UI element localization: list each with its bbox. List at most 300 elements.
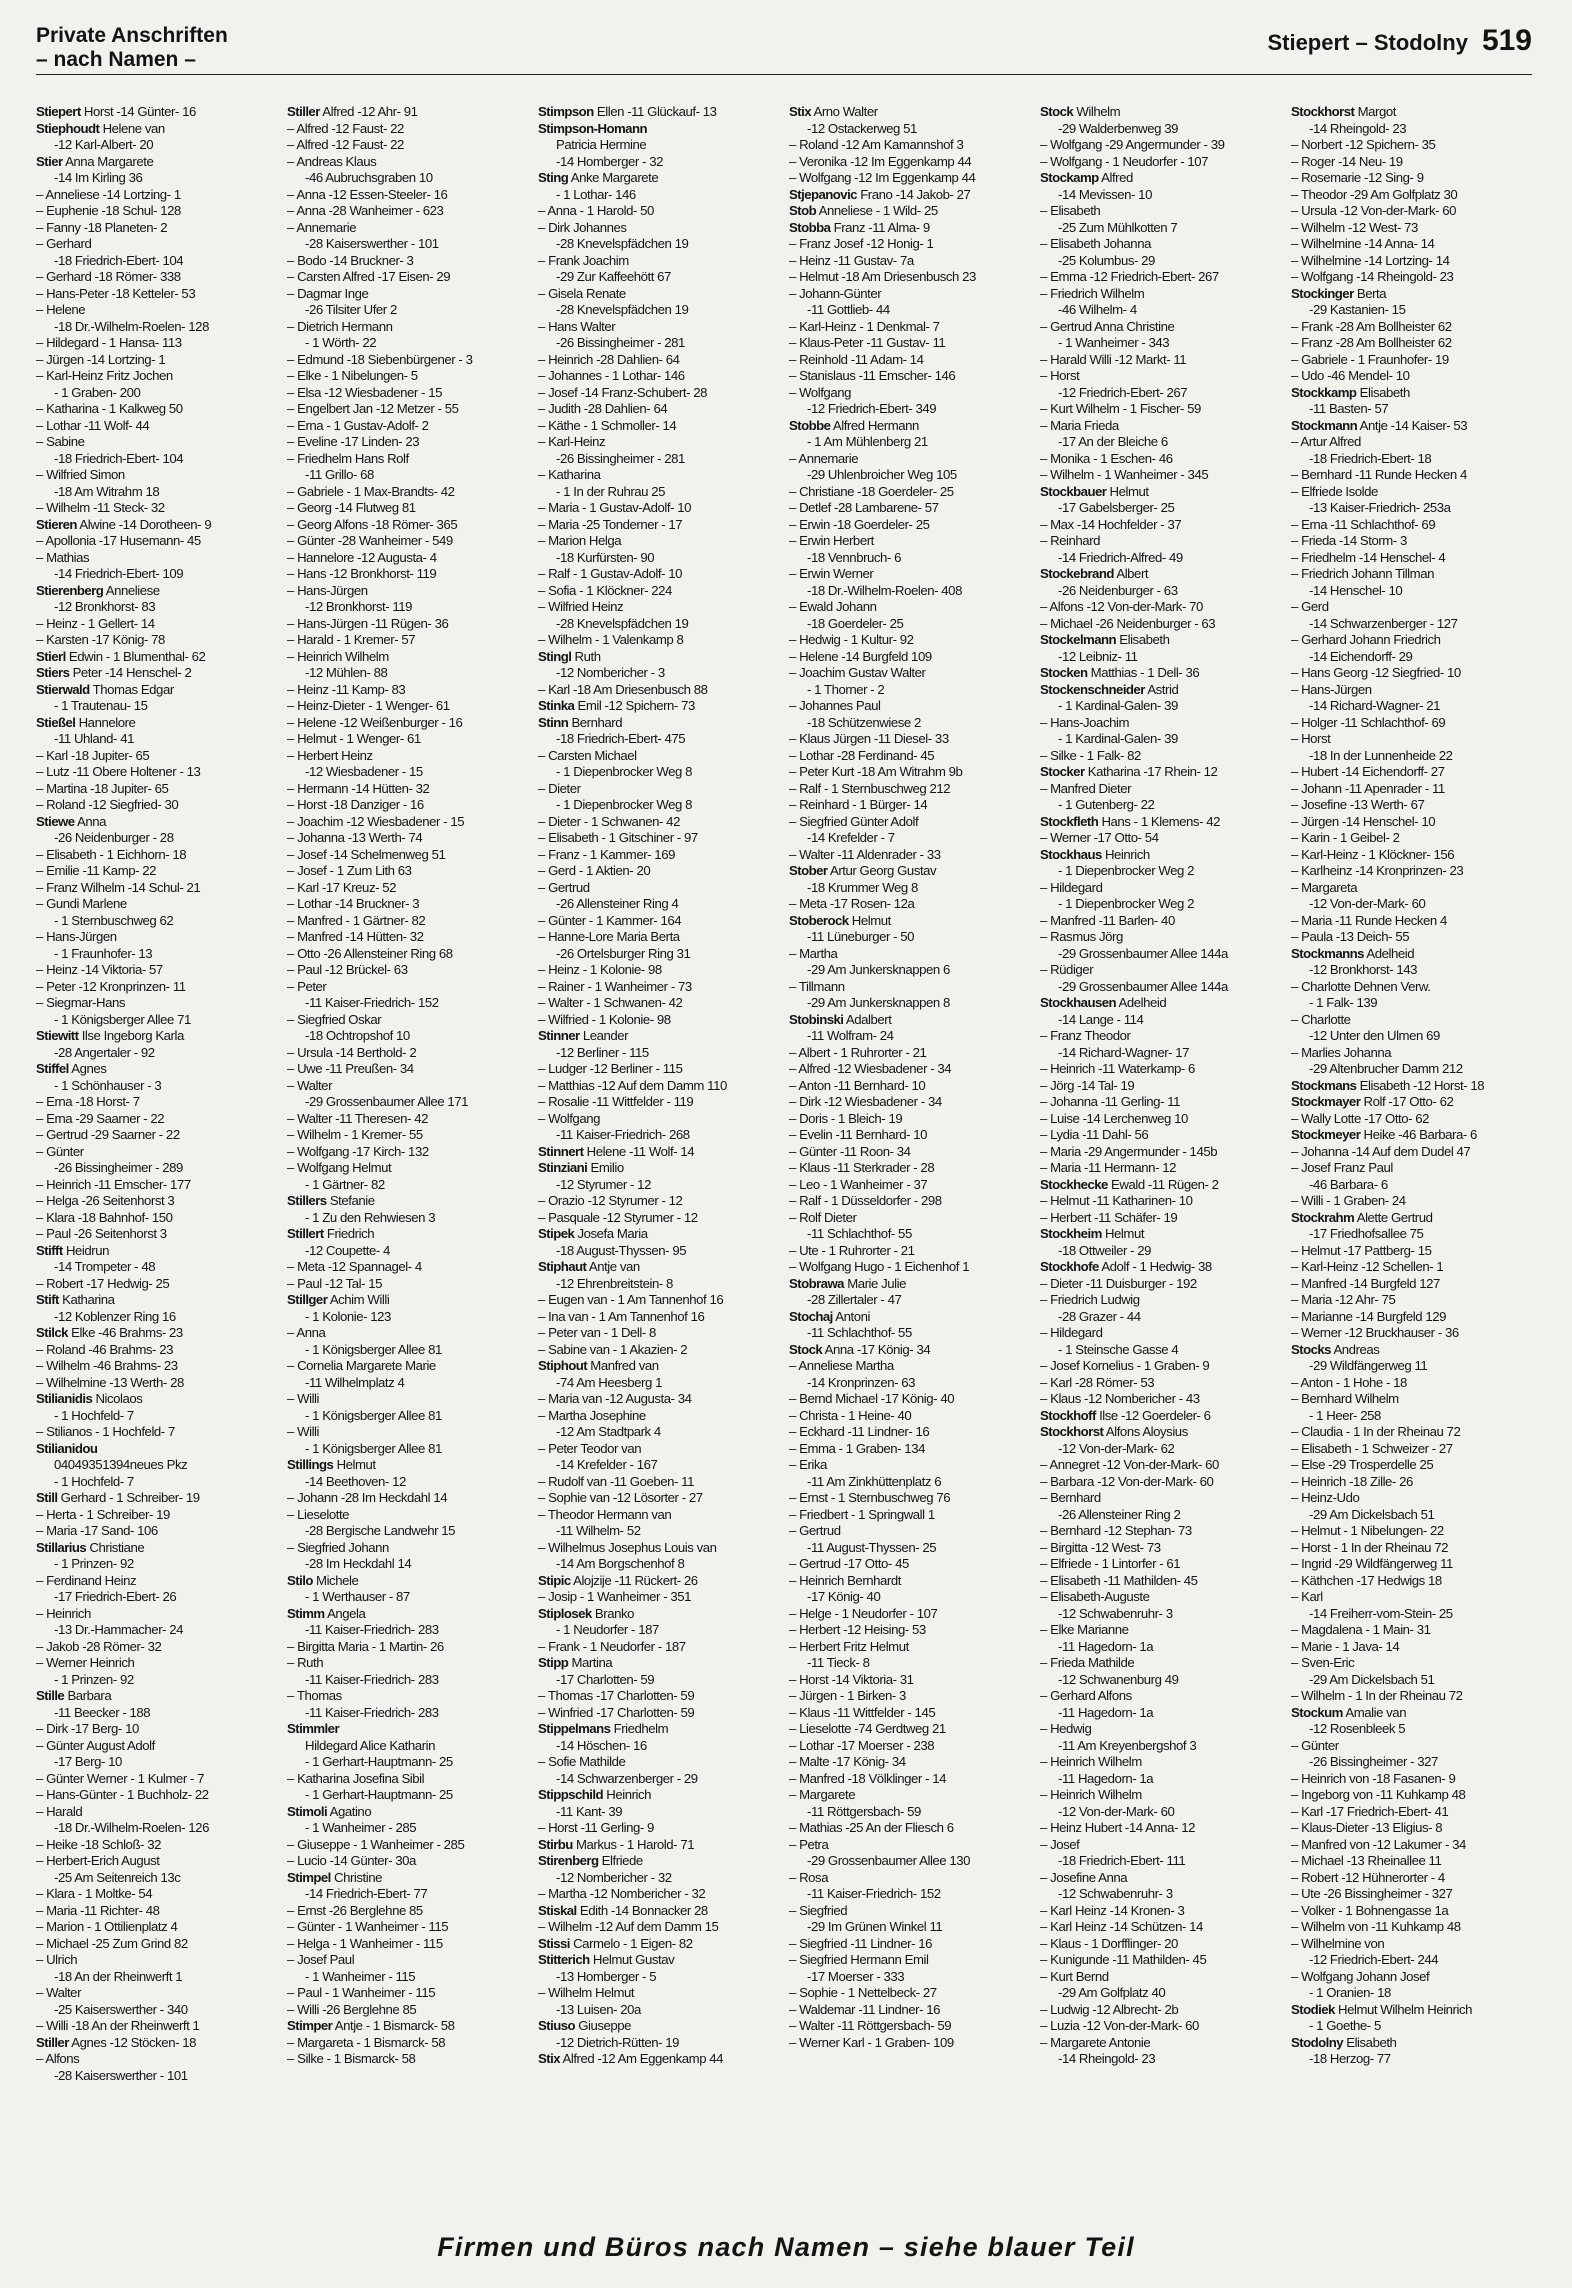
- directory-entry: [789, 781, 1033, 798]
- entry-text: – Paula -13 Deich- 55: [1291, 929, 1410, 944]
- directory-entry: [287, 946, 531, 963]
- directory-entry: [789, 1358, 1033, 1375]
- directory-entry: [789, 1589, 1033, 1606]
- directory-entry: [789, 616, 1033, 633]
- directory-entry: [1040, 1820, 1284, 1837]
- directory-entry: [538, 1309, 782, 1326]
- entry-text: – Christiane -18 Goerdeler- 25: [789, 483, 954, 499]
- directory-entry: [789, 1391, 1033, 1408]
- entry-text: -18 Dr.-Wilhelm-Roelen- 128: [54, 318, 209, 334]
- directory-entry: [36, 1886, 280, 1903]
- surname: Stober: [789, 863, 828, 878]
- directory-entry: [789, 715, 1033, 732]
- directory-entry: [789, 550, 1033, 567]
- directory-entry: [1040, 302, 1284, 319]
- directory-entry: [1040, 715, 1284, 732]
- directory-entry: [287, 137, 531, 154]
- surname-entry: [1040, 814, 1284, 831]
- surname: Stinziani: [538, 1160, 588, 1175]
- entry-text: -11 Schlachthof- 55: [807, 1226, 912, 1241]
- entry-text: – Klara -18 Bahnhof- 150: [36, 1209, 173, 1225]
- entry-text: – Klaus -11 Sterkrader - 28: [789, 1160, 935, 1175]
- directory-entry: [789, 1705, 1033, 1722]
- surname: Stix: [789, 104, 811, 119]
- surname-entry: [287, 1870, 531, 1887]
- directory-entry: [287, 1259, 531, 1276]
- entry-text: – Frank - 1 Neudorfer - 187: [538, 1638, 686, 1654]
- entry-text: – Wilhelmine -14 Anna- 14: [1291, 236, 1435, 251]
- entry-text: -12 Am Stadtpark 4: [556, 1424, 661, 1439]
- entry-text: – Fanny -18 Planeten- 2: [36, 219, 168, 235]
- entry-text: - 1 Neudorfer - 187: [556, 1622, 659, 1637]
- directory-entry: [538, 599, 782, 616]
- entry-text: – Martha -12 Nombericher - 32: [538, 1886, 706, 1901]
- entry-text: – Klaus-Peter -11 Gustav- 11: [789, 335, 946, 350]
- entry-text: – Walter: [287, 1077, 333, 1093]
- entry-text: – Anna - 1 Harold- 50: [538, 203, 654, 218]
- entry-text: – Elisabeth-Auguste: [1040, 1589, 1150, 1604]
- directory-entry: [287, 880, 531, 897]
- entry-text: – Maria -25 Tonderner - 17: [538, 516, 683, 532]
- directory-entry: [789, 1969, 1033, 1986]
- entry-text: -26 Allensteiner Ring 4: [556, 896, 679, 911]
- entry-text: Michele: [316, 1572, 359, 1588]
- entry-text: -18 An der Rheinwerft 1: [54, 1968, 183, 1984]
- entry-text: – Johann -11 Apenrader - 11: [1291, 780, 1445, 796]
- surname: Stiffel: [36, 1061, 69, 1076]
- directory-entry: [1040, 1012, 1284, 1029]
- entry-text: Hildegard Alice Katharin: [305, 1737, 435, 1753]
- directory-entry: [287, 1094, 531, 1111]
- directory-entry: [36, 1754, 280, 1771]
- directory-entry: [538, 1771, 782, 1788]
- entry-text: – Katharina: [538, 467, 601, 482]
- directory-entry: [1040, 220, 1284, 237]
- directory-entry: [1040, 1672, 1284, 1689]
- entry-text: Elisabeth: [1346, 2034, 1397, 2050]
- entry-text: Stefanie: [329, 1193, 375, 1208]
- entry-text: – Günter: [1291, 1737, 1339, 1753]
- directory-entry: [36, 170, 280, 187]
- surname-entry: [789, 1276, 1033, 1293]
- directory-entry: [287, 1672, 531, 1689]
- surname-entry: [1040, 566, 1284, 583]
- entry-text: – Maria - 1 Gustav-Adolf- 10: [538, 500, 692, 515]
- directory-entry: [538, 1210, 782, 1227]
- entry-text: - 1 Hochfeld- 7: [54, 1473, 134, 1489]
- entry-text: – Horst -18 Danziger - 16: [287, 797, 424, 812]
- surname: Stock: [789, 1341, 823, 1357]
- directory-entry: [36, 368, 280, 385]
- surname: Stilianidou: [36, 1440, 98, 1456]
- directory-entry: [1291, 533, 1535, 550]
- entry-text: – Horst -14 Viktoria- 31: [789, 1671, 914, 1687]
- entry-text: -17 Friedrich-Ebert- 26: [54, 1589, 177, 1604]
- entry-text: -29 Am Junkersknappen 6: [807, 962, 950, 977]
- surname-entry: [538, 1028, 782, 1045]
- directory-entry: [1291, 1457, 1535, 1474]
- entry-text: Alfons Aloysius: [1105, 1424, 1188, 1439]
- entry-text: - 1 Kardinal-Galen- 39: [1058, 698, 1178, 713]
- entry-text: – Heinrich Wilhelm: [287, 648, 389, 664]
- directory-entry: [789, 2002, 1033, 2019]
- entry-text: -12 Koblenzer Ring 16: [54, 1308, 176, 1324]
- directory-entry: [1291, 434, 1535, 451]
- directory-entry: [1291, 913, 1535, 930]
- directory-entry: [1040, 154, 1284, 171]
- entry-text: – Helmut -11 Katharinen- 10: [1040, 1193, 1193, 1208]
- directory-entry: [1291, 1408, 1535, 1425]
- entry-text: -14 Schwarzenberger - 127: [1309, 615, 1458, 631]
- entry-text: Anke Margarete: [570, 170, 659, 185]
- entry-text: – Peter Teodor van: [538, 1440, 642, 1456]
- directory-entry: [1291, 1111, 1535, 1128]
- entry-text: -29 Am Golfplatz 40: [1058, 1985, 1166, 2000]
- surname-entry: [1040, 170, 1284, 187]
- entry-text: – Dietrich Hermann: [287, 318, 393, 334]
- directory-entry: [789, 649, 1033, 666]
- directory-entry: [538, 418, 782, 435]
- surname-entry: [287, 1226, 531, 1243]
- entry-text: -26 Neidenburger - 63: [1058, 582, 1178, 598]
- entry-text: – Helmut - 1 Wenger- 61: [287, 731, 421, 746]
- entry-text: Achim Willi: [329, 1292, 390, 1307]
- entry-text: - 1 Wanheimer - 115: [305, 1968, 416, 1984]
- entry-text: – Gundi Marlene: [36, 896, 127, 911]
- entry-text: – Margareta: [1291, 879, 1358, 895]
- directory-entry: [1291, 1540, 1535, 1557]
- surname: Stockebrand: [1040, 566, 1114, 581]
- entry-text: -13 Homberger - 5: [556, 1968, 657, 1984]
- directory-entry: [1040, 1045, 1284, 1062]
- entry-text: – Karl -18 Jupiter- 65: [36, 747, 150, 763]
- directory-entry: [1291, 1045, 1535, 1062]
- entry-text: – Karl-Heinz - 1 Klöckner- 156: [1291, 846, 1455, 862]
- directory-entry: [789, 1639, 1033, 1656]
- entry-text: Alette Gertrud: [1356, 1209, 1433, 1225]
- directory-entry: [36, 1408, 280, 1425]
- directory-entry: [287, 1754, 531, 1771]
- entry-text: – Apollonia -17 Husemann- 45: [36, 533, 201, 548]
- directory-entry: [538, 550, 782, 567]
- entry-text: – Harald - 1 Kremer- 57: [287, 632, 416, 647]
- directory-entry: [287, 1738, 531, 1755]
- directory-entry: [287, 995, 531, 1012]
- entry-text: – Eveline -17 Linden- 23: [287, 434, 420, 449]
- entry-text: – Wilhelm - 1 In der Rheinau 72: [1291, 1688, 1463, 1703]
- entry-text: – Siegfried Hermann Emil: [789, 1952, 929, 1967]
- entry-text: – Luise -14 Lerchenweg 10: [1040, 1110, 1188, 1126]
- entry-text: -29 Zur Kaffeehött 67: [556, 269, 671, 284]
- directory-entry: [1291, 1276, 1535, 1293]
- entry-text: – Helge - 1 Neudorfer - 107: [789, 1605, 938, 1621]
- surname: Stipp: [538, 1655, 569, 1670]
- surname-entry: [1040, 1424, 1284, 1441]
- entry-text: – Anna -12 Essen-Steeler- 16: [287, 186, 448, 202]
- entry-text: – Walter -11 Aldenrader - 33: [789, 846, 941, 862]
- entry-text: Markus - 1 Harold- 71: [576, 1836, 695, 1852]
- directory-entry: [1291, 880, 1535, 897]
- directory-entry: [36, 236, 280, 253]
- directory-entry: [36, 1573, 280, 1590]
- directory-entry: [789, 137, 1033, 154]
- directory-entry: [1291, 1804, 1535, 1821]
- entry-text: – Heinz-Udo: [1291, 1490, 1360, 1505]
- surname-entry: [36, 517, 280, 534]
- directory-entry: [1040, 929, 1284, 946]
- directory-entry: [287, 632, 531, 649]
- entry-text: -18 Dr.-Wilhelm-Roelen- 126: [54, 1820, 209, 1835]
- directory-entry: [1291, 1853, 1535, 1870]
- entry-text: -17 König- 40: [807, 1589, 881, 1604]
- surname: Stiskal: [538, 1902, 577, 1918]
- entry-text: – Ingrid -29 Wildfängerweg 11: [1291, 1556, 1453, 1571]
- entry-text: – Rosalie -11 Wittfelder - 119: [538, 1094, 694, 1109]
- directory-entry: [1040, 1622, 1284, 1639]
- directory-entry: [287, 1309, 531, 1326]
- entry-text: – Birgitta -12 West- 73: [1040, 1539, 1161, 1555]
- surname: Stirbu: [538, 1836, 573, 1852]
- entry-text: -14 Friedrich-Ebert- 109: [54, 566, 184, 581]
- entry-text: – Karl-Heinz - 1 Denkmal- 7: [789, 318, 940, 334]
- entry-text: Andreas: [1333, 1341, 1380, 1357]
- entry-text: – Klaus-Dieter -13 Eligius- 8: [1291, 1820, 1443, 1835]
- directory-entry: [36, 1721, 280, 1738]
- entry-text: – Sabine: [36, 434, 85, 449]
- directory-entry: [1291, 1936, 1535, 1953]
- directory-entry: [789, 1870, 1033, 1887]
- surname-entry: [36, 1490, 280, 1507]
- directory-entry: [538, 1078, 782, 1095]
- directory-entry: [287, 236, 531, 253]
- directory-entry: [1040, 616, 1284, 633]
- directory-entry: [538, 1243, 782, 1260]
- surname-entry: [538, 1160, 782, 1177]
- entry-text: – Gisela Renate: [538, 285, 626, 301]
- entry-text: – Johannes - 1 Lothar- 146: [538, 368, 685, 383]
- entry-text: -29 Am Junkersknappen 8: [807, 995, 950, 1010]
- directory-entry: [287, 121, 531, 138]
- directory-entry: [1291, 1490, 1535, 1507]
- directory-entry: [1040, 1639, 1284, 1656]
- entry-text: – Barbara -12 Von-der-Mark- 60: [1040, 1473, 1214, 1489]
- directory-entry: [36, 550, 280, 567]
- entry-text: Antje -14 Kaiser- 53: [1359, 417, 1468, 433]
- entry-text: - 1 Gärtner- 82: [305, 1176, 385, 1192]
- directory-entry: [1291, 1639, 1535, 1656]
- entry-text: – Gerhard Alfons: [1040, 1688, 1132, 1703]
- directory-entry: [1040, 137, 1284, 154]
- directory-entry: [538, 1457, 782, 1474]
- directory-entry: [287, 319, 531, 336]
- entry-text: – Wilfried Simon: [36, 467, 125, 482]
- surname: Stocks: [1291, 1341, 1331, 1357]
- directory-entry: [287, 1111, 531, 1128]
- directory-entry: [538, 632, 782, 649]
- entry-text: -28 Zillertaler - 47: [807, 1292, 902, 1307]
- entry-text: -12 Bronkhorst- 119: [305, 599, 413, 614]
- directory-entry: [287, 170, 531, 187]
- directory-entry: [36, 1309, 280, 1326]
- surname: Stockmayer: [1291, 1094, 1361, 1109]
- entry-text: – Lothar -14 Bruckner- 3: [287, 896, 420, 911]
- directory-entry: [287, 1490, 531, 1507]
- entry-text: -11 Kaiser-Friedrich- 152: [807, 1886, 941, 1901]
- entry-text: – Manfred Dieter: [1040, 780, 1132, 796]
- entry-text: – Ursula -14 Berthold- 2: [287, 1044, 417, 1060]
- entry-text: – Klaus -12 Nombericher - 43: [1040, 1391, 1200, 1406]
- entry-text: – Peter: [287, 978, 327, 994]
- surname: Stobbe: [789, 417, 831, 433]
- directory-entry: [538, 830, 782, 847]
- directory-entry: [538, 1754, 782, 1771]
- entry-text: – Wolfgang: [789, 384, 851, 400]
- entry-text: Elisabeth -12 Horst- 18: [1359, 1077, 1485, 1093]
- entry-text: Ellen -11 Glückauf- 13: [596, 104, 717, 119]
- directory-entry: [1040, 1936, 1284, 1953]
- entry-text: Manfred van: [590, 1358, 659, 1373]
- entry-text: – Helga -26 Seitenhorst 3: [36, 1193, 175, 1208]
- surname: Stillers: [287, 1193, 327, 1208]
- directory-entry: [1291, 368, 1535, 385]
- directory-entry: [789, 335, 1033, 352]
- entry-text: -25 Kolumbus- 29: [1058, 252, 1155, 268]
- directory-entry: [287, 913, 531, 930]
- directory-entry: [287, 1639, 531, 1656]
- directory-entry: [538, 269, 782, 286]
- entry-text: – Andreas Klaus: [287, 153, 377, 169]
- directory-entry: [36, 1111, 280, 1128]
- entry-text: – Rosemarie -12 Sing- 9: [1291, 170, 1424, 185]
- directory-entry: [36, 962, 280, 979]
- surname: Stillings: [287, 1457, 334, 1472]
- entry-text: Agnes -12 Stöcken- 18: [71, 2034, 197, 2050]
- entry-text: – Euphenie -18 Schul- 128: [36, 203, 181, 218]
- entry-text: -25 Am Seitenreich 13c: [54, 1869, 181, 1885]
- directory-entry: [789, 797, 1033, 814]
- entry-text: – Albert - 1 Ruhrorter - 21: [789, 1044, 927, 1060]
- directory-entry: [1040, 731, 1284, 748]
- entry-text: - 1 Kolonie- 123: [305, 1308, 391, 1324]
- directory-entry: [36, 1655, 280, 1672]
- directory-entry: [538, 203, 782, 220]
- entry-text: – Erna - 1 Gustav-Adolf- 2: [287, 417, 429, 433]
- entry-text: – Ingeborg von -11 Kuhkamp 48: [1291, 1787, 1466, 1802]
- entry-text: – Helga - 1 Wanheimer - 115: [287, 1935, 443, 1951]
- entry-text: – Bernd Michael -17 König- 40: [789, 1391, 955, 1406]
- directory-entry: [287, 731, 531, 748]
- directory-entry: [1040, 203, 1284, 220]
- directory-entry: [36, 1276, 280, 1293]
- directory-entry: [538, 1540, 782, 1557]
- surname-entry: [36, 1061, 280, 1078]
- entry-text: Adolf - 1 Hedwig- 38: [1101, 1259, 1212, 1274]
- directory-entry: [36, 203, 280, 220]
- surname-entry: [538, 121, 782, 138]
- directory-entry: [1040, 1144, 1284, 1161]
- entry-text: – Wolfgang -29 Angermunder - 39: [1040, 137, 1225, 152]
- surname-entry: [36, 715, 280, 732]
- directory-entry: [538, 220, 782, 237]
- entry-text: -18 Goerdeler- 25: [807, 615, 904, 631]
- directory-entry: [287, 286, 531, 303]
- entry-text: – Anton - 1 Hohe - 18: [1291, 1374, 1407, 1390]
- entry-text: – Luzia -12 Von-der-Mark- 60: [1040, 2018, 1199, 2033]
- directory-entry: [1040, 1193, 1284, 1210]
- header-rule: [36, 74, 1532, 75]
- directory-entry: [789, 1556, 1033, 1573]
- directory-entry: [789, 1408, 1033, 1425]
- directory-entry: [36, 863, 280, 880]
- entry-text: – Giuseppe - 1 Wanheimer - 285: [287, 1836, 465, 1852]
- directory-entry: [1040, 434, 1284, 451]
- directory-entry: [287, 1325, 531, 1342]
- directory-entry: [1040, 1391, 1284, 1408]
- entry-text: – Meta -17 Rosen- 12a: [789, 896, 915, 911]
- entry-text: – Maria -17 Sand- 106: [36, 1523, 158, 1538]
- directory-entry: [538, 1408, 782, 1425]
- entry-text: Anna Margarete: [65, 153, 154, 169]
- entry-text: – Werner Karl - 1 Graben- 109: [789, 2034, 954, 2050]
- directory-entry: [538, 1820, 782, 1837]
- directory-entry: [36, 220, 280, 237]
- directory-entry: [1291, 1259, 1535, 1276]
- directory-entry: [1040, 1886, 1284, 1903]
- surname-entry: [538, 1573, 782, 1590]
- directory-entry: [538, 1556, 782, 1573]
- entry-text: – Stanislaus -11 Emscher- 146: [789, 368, 956, 383]
- entry-text: – Dieter -11 Duisburger - 192: [1040, 1275, 1197, 1291]
- entry-text: -18 Friedrich-Ebert- 111: [1058, 1853, 1186, 1868]
- surname-entry: [36, 104, 280, 121]
- entry-text: – Frieda Mathilde: [1040, 1655, 1135, 1670]
- directory-entry: [789, 2018, 1033, 2035]
- directory-entry: [1040, 418, 1284, 435]
- directory-entry: [287, 814, 531, 831]
- directory-entry: [36, 1606, 280, 1623]
- surname: Stierenberg: [36, 582, 104, 598]
- surname-entry: [1291, 1127, 1535, 1144]
- entry-text: – Ralf - 1 Sternbuschweg 212: [789, 780, 951, 796]
- directory-entry: [36, 1094, 280, 1111]
- entry-text: – Joachim Gustav Walter: [789, 665, 926, 680]
- surname: Stippelmans: [538, 1721, 611, 1736]
- entry-text: – Hildegard - 1 Hansa- 113: [36, 335, 182, 350]
- entry-text: - 1 Gerhart-Hauptmann- 25: [305, 1787, 453, 1802]
- entry-text: – Hildegard: [1040, 1325, 1103, 1340]
- entry-text: – Manfred -14 Hütten- 32: [287, 929, 424, 944]
- entry-text: Wilhelm: [1076, 104, 1121, 119]
- surname-entry: [36, 814, 280, 831]
- entry-text: - 1 Gerhart-Hauptmann- 25: [305, 1754, 453, 1769]
- entry-text: – Siegfried Oskar: [287, 1011, 382, 1027]
- surname-entry: [36, 583, 280, 600]
- entry-text: – Veronika -12 Im Eggenkamp 44: [789, 153, 972, 169]
- directory-entry: [789, 995, 1033, 1012]
- entry-text: – Hanne-Lore Maria Berta: [538, 929, 680, 944]
- entry-text: – Käthe - 1 Schmoller- 14: [538, 417, 677, 433]
- directory-entry: [1291, 1391, 1535, 1408]
- directory-entry: [1291, 962, 1535, 979]
- entry-text: – Elisabeth - 1 Eichhorn- 18: [36, 846, 187, 862]
- entry-text: – Johannes Paul: [789, 698, 881, 713]
- entry-text: -18 Friedrich-Ebert- 104: [54, 450, 184, 466]
- directory-entry: [1040, 1111, 1284, 1128]
- directory-entry: [1040, 979, 1284, 996]
- directory-entry: [1040, 451, 1284, 468]
- directory-entry: [538, 2035, 782, 2052]
- directory-entry: [538, 1127, 782, 1144]
